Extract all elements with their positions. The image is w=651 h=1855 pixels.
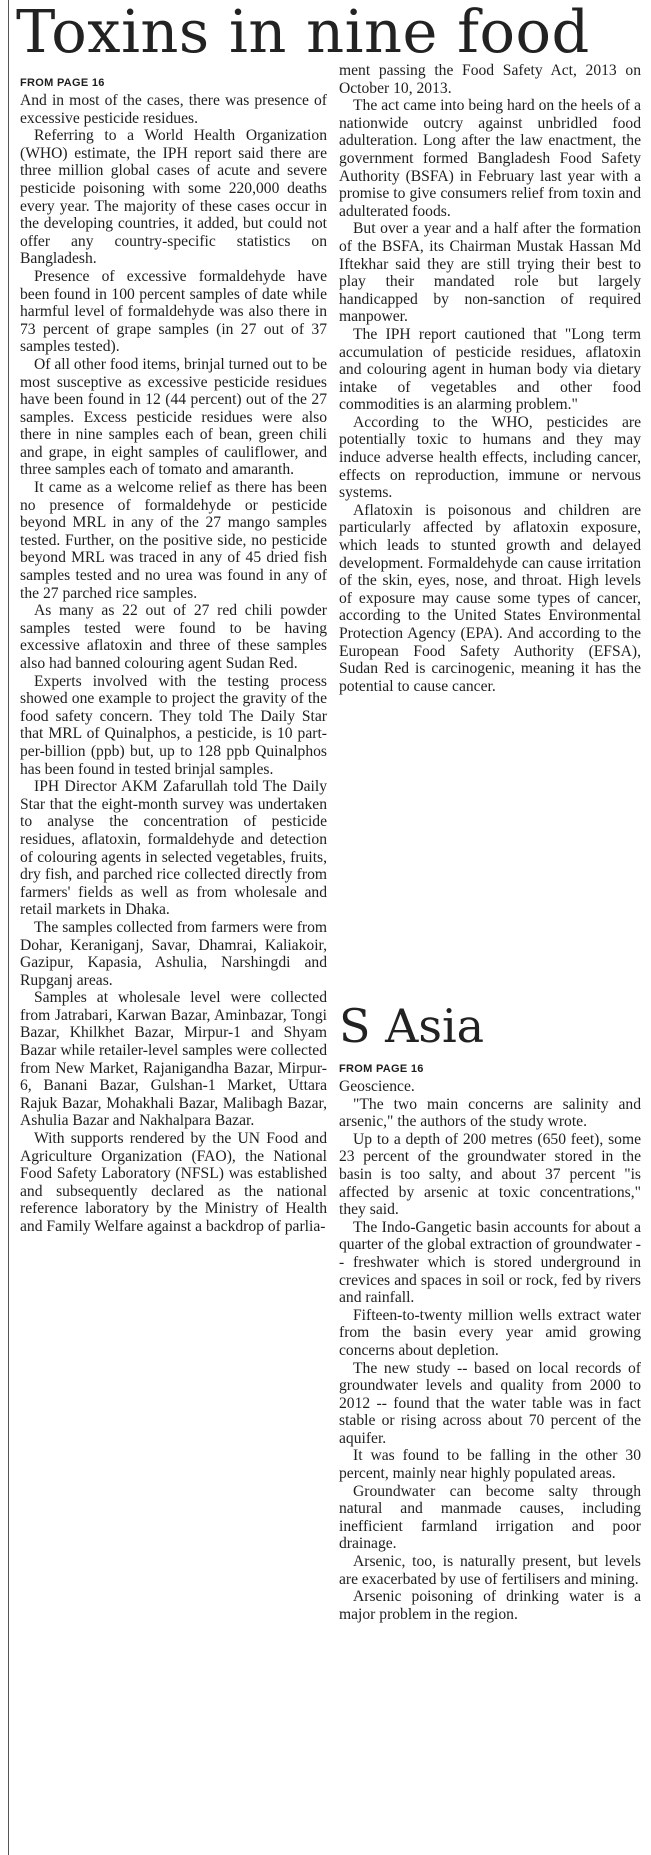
paragraph: As many as 22 out of 27 red chili powder samples tested were found to be having excessive aflatoxin and three of these samples also had banned colouring agent Sudan Red. — [20, 602, 327, 672]
paragraph: Fifteen-to-twenty million wells extract water from the basin every year amid growing concerns about depletion. — [339, 1306, 641, 1359]
paragraph: Aflatoxin is poisonous and children are particularly affected by aflatoxin exposure, which leads to stunted growth and delayed development. Formaldehyde can cause irritation of the skin, eyes, nose, and throat. High levels of exposure may cause some types of cancer, according to the United States Environmental Protection Agency (EPA). And according to the European Food Safety Authority (EFSA), Sudan Red is carcinogenic, meaning it has the potential to cause cancer. — [339, 501, 641, 695]
paragraph: The new study -- based on local records of groundwater levels and quality from 2000 to 2012 -- found that the water table was in fact stable or rising across about 70 percent of the aquifer. — [339, 1359, 641, 1447]
from-page-label: FROM PAGE 16 — [339, 1063, 424, 1075]
paragraph: Arsenic, too, is naturally present, but levels are exacerbated by use of fertilisers and mining. — [339, 1553, 641, 1588]
paragraph: Experts involved with the testing process showed one example to project the gravity of the food safety concern. They told The Daily Star that MRL of Quinalphos, a pesticide, is 10 part-per-billion (ppb) but, up to 128 ppb Quinalphos has been found in tested brinjal samples. — [20, 672, 327, 778]
paragraph: Of all other food items, brinjal turned out to be most susceptive as excessive pesticide residues have been found in 12 (44 percent) out of the 27 samples. Excess pesticide residues were also there in nine samples each of bean, green chili and grape, in eight samples of cauliflower, and three samples each of tomato and amaranth. — [20, 355, 327, 479]
second-story-headline: S Asia — [339, 999, 485, 1053]
paragraph: Referring to a World Health Organization (WHO) estimate, the IPH report said there are three million global cases of acute and severe pesticide poisoning with some 220,000 deaths every year. The majority of these cases occur in the developing countries, it added, but could not offer any country-specific statistics on Bangladesh. — [20, 127, 327, 268]
paragraph: Samples at wholesale level were collected from Jatrabari, Karwan Bazar, Aminbazar, Tongi Bazar, Khilkhet Bazar, Mirpur-1 and Shyam Bazar while retailer-level samples were collected from New Market, Rajanigandha Bazar, Mirpur-6, Banani Bazar, Gulshan-1 Market, Uttara Rajuk Bazar, Mohakhali Bazar, Malibagh Bazar, Ashulia Bazar and Nakhalpara Bazar. — [20, 989, 327, 1130]
paragraph: The samples collected from farmers were from Dohar, Keraniganj, Savar, Dhamrai, Kaliakoir, Gazipur, Kapasia, Ashulia, Narshingdi and Rupganj areas. — [20, 918, 327, 989]
paragraph: "The two main concerns are salinity and arsenic," the authors of the study wrote. — [339, 1095, 641, 1131]
paragraph: It came as a welcome relief as there has been no presence of formaldehyde or pesticide beyond MRL in any of the 27 mango samples tested. Further, on the positive side, no pesticide beyond MRL was traced in any of 45 dried fish samples tested and no urea was found in any of the 27 parched rice samples. — [20, 479, 327, 602]
paragraph: Presence of excessive formaldehyde have been found in 100 percent samples of date while harmful level of formaldehyde was also there in 73 percent of grape samples (in 27 out of 37 samples tested). — [20, 267, 327, 356]
paragraph: Arsenic poisoning of drinking water is a major problem in the region. — [339, 1588, 641, 1623]
paragraph: With supports rendered by the UN Food and Agriculture Organization (FAO), the National Food Safety Laboratory (NFSL) was established and subsequently declared as the national reference laboratory by the Ministry of Health and Family Welfare against a backdrop of parlia- — [20, 1130, 327, 1235]
paragraph: The act came into being hard on the heels of a nationwide outcry against unbridled food adulteration. Long after the law enactment, the government formed Bangladesh Food Safety Authority (BSFA) in February last year with a promise to give consumers relief from toxin and adulterated foods. — [339, 97, 641, 220]
right-column — [339, 62, 641, 695]
paragraph: But over a year and a half after the formation of the BSFA, its Chairman Mustak Hassan Md Iftekhar said they are still trying their best to play their mandated role but largely handicapped by non-sanction of required manpower. — [339, 220, 641, 326]
paragraph: Geoscience. — [339, 1078, 415, 1095]
paragraph: Up to a depth of 200 metres (650 feet), some 23 percent of the groundwater stored in the basin is too salty, and about 37 percent "is affected by arsenic at toxic concentrations," they said. — [339, 1130, 641, 1219]
paragraph: ment passing the Food Safety Act, 2013 on October 10, 2013. — [339, 62, 641, 97]
paragraph: According to the WHO, pesticides are potentially toxic to humans and they may induce adverse health effects, including cancer, effects on reproduction, immune or nervous systems. — [339, 413, 641, 502]
paragraph: Groundwater can become salty through natural and manmade causes, including inefficient farmland irrigation and poor drainage. — [339, 1482, 641, 1553]
paragraph: The Indo-Gangetic basin accounts for about a quarter of the global extraction of groundwater -- freshwater which is stored underground in crevices and spaces in soil or rock, fed by rivers and rainfall. — [339, 1218, 641, 1307]
paragraph: IPH Director AKM Zafarullah told The Daily Star that the eight-month survey was undertaken to analyse the concentration of pesticide residues, aflatoxin, formaldehyde and detection of colouring agents in selected vegetables, fruits, dry fish, and parched rice collected directly from farmers' fields as well as from wholesale and retail markets in Dhaka. — [20, 778, 327, 919]
headline: Toxins in nine food — [16, 0, 590, 66]
paragraph: The IPH report cautioned that "Long term accumulation of pesticide residues, aflatoxin and colouring agent in human body via dietary intake of vegetables and other food commodities is an alarming problem." — [339, 325, 641, 414]
paragraph: And in most of the cases, there was presence of excessive pesticide residues. — [20, 92, 327, 127]
second-story-column — [339, 1062, 641, 1623]
column-rule — [8, 0, 9, 1855]
left-column — [20, 76, 327, 1236]
paragraph: It was found to be falling in the other 30 percent, mainly near highly populated areas. — [339, 1447, 641, 1483]
from-page-label: FROM PAGE 16 — [20, 77, 105, 89]
